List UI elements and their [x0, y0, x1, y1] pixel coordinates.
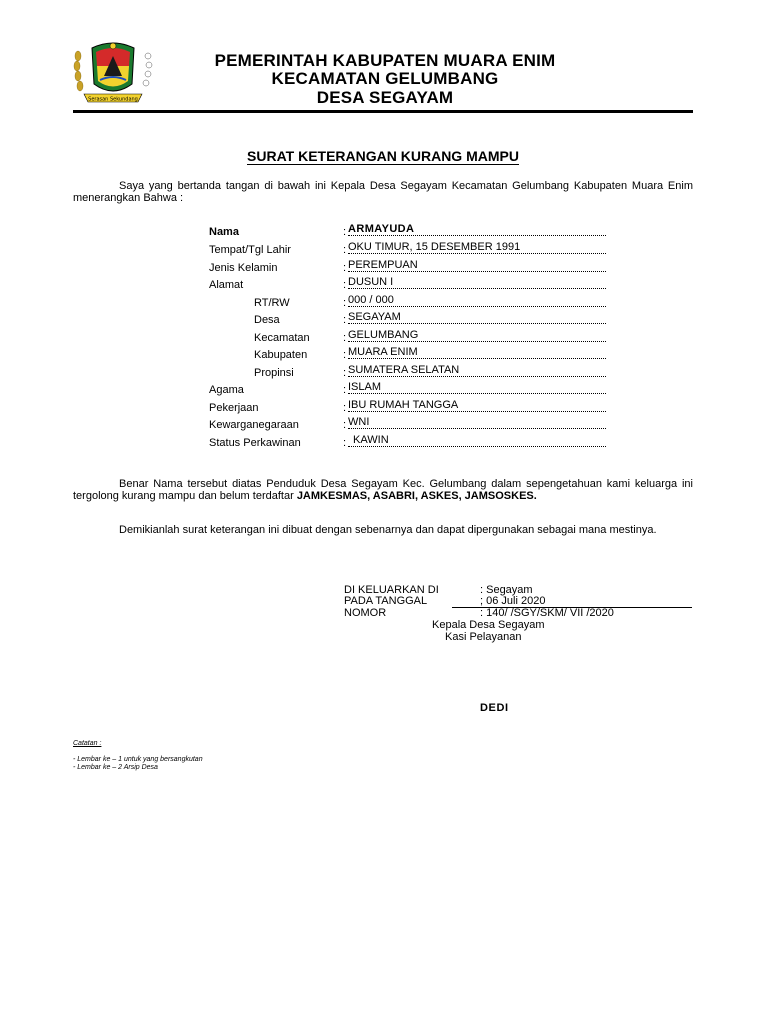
- field-colon: :: [343, 332, 347, 344]
- field-label-status: Status Perkawinan: [209, 437, 301, 449]
- field-colon: :: [343, 262, 347, 274]
- field-dots: [348, 393, 606, 394]
- field-label-agama: Agama: [209, 384, 244, 396]
- field-value-jk: PEREMPUAN: [348, 259, 418, 271]
- field-colon: :: [343, 279, 347, 291]
- header-divider: [73, 110, 693, 113]
- field-value-ttl: OKU TIMUR, 15 DESEMBER 1991: [348, 241, 521, 253]
- field-label-ttl: Tempat/Tgl Lahir: [209, 244, 291, 256]
- logo-ribbon-text: Serasan Sekundang: [88, 96, 138, 103]
- closing-paragraph: [73, 524, 693, 536]
- field-colon: :: [343, 349, 347, 361]
- field-value-status: KAWIN: [353, 434, 389, 446]
- note-line-2: - Lembar ke – 2 Arsip Desa: [73, 764, 158, 771]
- field-label-kabupaten: Kabupaten: [254, 349, 308, 361]
- statement-programs: JAMKESMAS, ASABRI, ASKES, JAMSOSKES.: [296, 490, 537, 502]
- document-number-label: NOMOR: [344, 607, 387, 619]
- field-dots: [348, 358, 606, 359]
- field-label-kewarganegaraan: Kewarganegaraan: [209, 419, 299, 431]
- field-colon: :: [343, 367, 347, 379]
- document-title: [73, 148, 693, 164]
- signer-name: DEDI: [480, 702, 509, 714]
- header-government: PEMERINTAH KABUPATEN MUARA ENIM: [214, 51, 556, 70]
- signer-role-section: Kasi Pelayanan: [445, 631, 522, 643]
- field-label-propinsi: Propinsi: [254, 367, 294, 379]
- header-district: KECAMATAN GELUMBANG: [271, 69, 499, 88]
- statement-paragraph: [73, 478, 693, 502]
- field-dots: [348, 323, 606, 324]
- field-value-rtrw: 000 / 000: [348, 294, 394, 306]
- header-village: DESA SEGAYAM: [316, 88, 454, 107]
- field-dots: [348, 341, 606, 342]
- field-value-desa: SEGAYAM: [348, 311, 401, 323]
- field-value-nama: ARMAYUDA: [348, 223, 415, 235]
- issued-place-value: : Segayam: [480, 584, 533, 596]
- field-label-pekerjaan: Pekerjaan: [209, 402, 259, 414]
- field-value-kecamatan: GELUMBANG: [348, 329, 419, 341]
- field-dots: [348, 428, 606, 429]
- field-colon: :: [343, 226, 347, 238]
- field-colon: :: [343, 244, 347, 256]
- issued-date-label: PADA TANGGAL: [344, 595, 428, 607]
- field-colon: :: [343, 437, 347, 449]
- field-value-agama: ISLAM: [348, 381, 382, 393]
- field-label-jk: Jenis Kelamin: [209, 262, 278, 274]
- field-colon: :: [343, 402, 347, 414]
- field-label-alamat: Alamat: [209, 279, 244, 291]
- field-dots: [348, 253, 606, 254]
- field-dots: [348, 376, 606, 377]
- field-dots: [348, 271, 606, 272]
- issued-place-label: DI KELUARKAN DI: [344, 584, 439, 596]
- field-label-nama: Nama: [209, 226, 239, 238]
- field-value-propinsi: SUMATERA SELATAN: [348, 364, 460, 376]
- field-value-kabupaten: MUARA ENIM: [348, 346, 418, 358]
- field-value-alamat: DUSUN I: [348, 276, 394, 288]
- field-value-kewarganegaraan: WNI: [348, 416, 370, 428]
- intro-paragraph: [73, 180, 693, 204]
- field-value-pekerjaan: IBU RUMAH TANGGA: [348, 399, 459, 411]
- field-colon: :: [343, 419, 347, 431]
- closing-text: Demikianlah surat keterangan ini dibuat dengan sebenarnya dan dapat dipergunakan sebagai mana mestinya.: [119, 524, 657, 536]
- field-label-rtrw: RT/RW: [254, 297, 290, 309]
- field-colon: :: [343, 297, 347, 309]
- field-dots: [348, 288, 606, 289]
- field-colon: :: [343, 314, 347, 326]
- field-label-kecamatan: Kecamatan: [254, 332, 310, 344]
- note-line-1: - Lembar ke – 1 untuk yang bersangkutan: [73, 756, 203, 763]
- field-dots: [348, 446, 606, 447]
- signer-role-head: Kepala Desa Segayam: [432, 619, 545, 631]
- field-dots: [348, 306, 606, 307]
- field-dots: [348, 235, 606, 236]
- statement-text: Benar Nama tersebut diatas Penduduk Desa Segayam Kec. Gelumbang dalam sepengetahuan kami keluarga ini tergolong kurang mampu dan belum terdaftar: [73, 478, 693, 502]
- field-colon: :: [343, 384, 347, 396]
- intro-text: Saya yang bertanda tangan di bawah ini Kepala Desa Segayam Kecamatan Gelumbang Kabupaten Muara Enim menerangkan Bahwa :: [73, 180, 693, 204]
- regency-emblem-logo: [70, 36, 156, 106]
- document-title-text: SURAT KETERANGAN KURANG MAMPU: [247, 148, 519, 164]
- issued-date-value: ; 06 Juli 2020: [480, 595, 546, 607]
- field-dots: [348, 411, 606, 412]
- document-number-value: : 140/ /SGY/SKM/ VII /2020: [480, 607, 614, 619]
- field-label-desa: Desa: [254, 314, 280, 326]
- notes-title: Catatan :: [73, 740, 102, 747]
